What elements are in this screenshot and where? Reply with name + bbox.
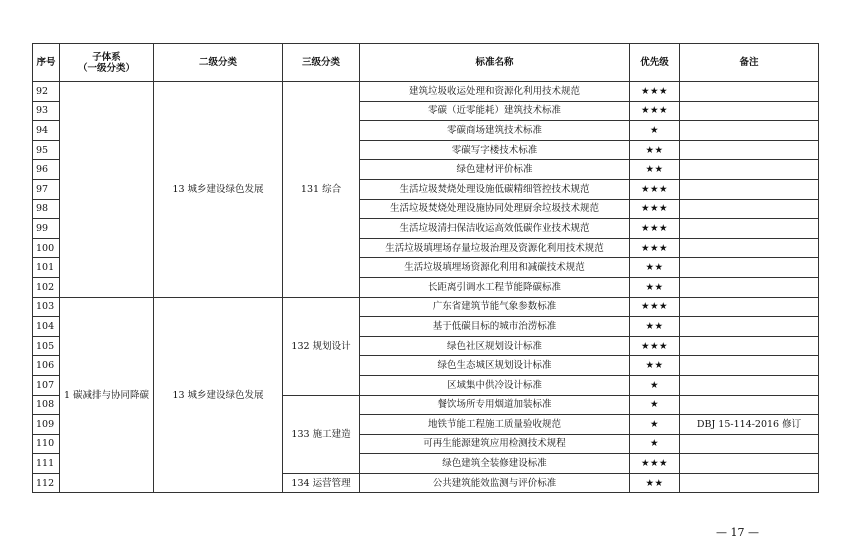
- level3-cell-a: 131 综合: [283, 82, 360, 298]
- standard-name: 区域集中供冷设计标准: [360, 375, 630, 395]
- row-number: 110: [33, 434, 60, 454]
- row-number: 104: [33, 317, 60, 337]
- priority-stars: ★★: [630, 277, 680, 297]
- remark: [680, 297, 819, 317]
- standard-name: 零碳商场建筑技术标准: [360, 121, 630, 141]
- remark: [680, 434, 819, 454]
- remark: [680, 473, 819, 493]
- remark: [680, 219, 819, 239]
- priority-stars: ★★★: [630, 219, 680, 239]
- standard-name: 生活垃圾清扫保洁收运高效低碳作业技术规范: [360, 219, 630, 239]
- remark: DBJ 15-114-2016 修订: [680, 415, 819, 435]
- standard-name: 生活垃圾填埋场存量垃圾治理及资源化利用技术规范: [360, 238, 630, 258]
- level3-cell-b3: 134 运营管理: [283, 473, 360, 493]
- page-number: — 17 —: [716, 526, 759, 539]
- priority-stars: ★★★: [630, 179, 680, 199]
- header-subsystem: [60, 44, 154, 82]
- header-priority: 优先级: [630, 44, 680, 82]
- standard-name: 生活垃圾焚烧处理设施协同处理厨余垃圾技术规范: [360, 199, 630, 219]
- standard-name: 绿色建筑全装修建设标准: [360, 454, 630, 474]
- standard-name: 餐饮场所专用烟道加装标准: [360, 395, 630, 415]
- priority-stars: ★★★: [630, 336, 680, 356]
- header-level3: 三级分类: [283, 44, 360, 82]
- level2-cell-b: 13 城乡建设绿色发展: [154, 297, 283, 493]
- priority-stars: ★★★: [630, 199, 680, 219]
- priority-stars: ★★: [630, 317, 680, 337]
- remark: [680, 238, 819, 258]
- row-number: 111: [33, 454, 60, 474]
- header-row: [33, 44, 819, 82]
- priority-stars: ★: [630, 121, 680, 141]
- header-subsystem-line1: 子体系: [92, 51, 121, 63]
- priority-stars: ★★: [630, 160, 680, 180]
- priority-stars: ★: [630, 395, 680, 415]
- standard-name: 可再生能源建筑应用检测技术规程: [360, 434, 630, 454]
- header-standard: 标准名称: [360, 44, 630, 82]
- table-row: [33, 82, 819, 102]
- row-number: 108: [33, 395, 60, 415]
- remark: [680, 336, 819, 356]
- standard-name: 零碳（近零能耗）建筑技术标准: [360, 101, 630, 121]
- priority-stars: ★★: [630, 258, 680, 278]
- level2-cell-a: 13 城乡建设绿色发展: [154, 82, 283, 298]
- remark: [680, 454, 819, 474]
- priority-stars: ★★★: [630, 238, 680, 258]
- standard-name: 绿色社区规划设计标准: [360, 336, 630, 356]
- remark: [680, 160, 819, 180]
- priority-stars: ★★: [630, 140, 680, 160]
- remark: [680, 82, 819, 102]
- row-number: 106: [33, 356, 60, 376]
- header-remark: 备注: [680, 44, 819, 82]
- row-number: 97: [33, 179, 60, 199]
- standard-name: 绿色建材评价标准: [360, 160, 630, 180]
- priority-stars: ★★★: [630, 297, 680, 317]
- remark: [680, 101, 819, 121]
- row-number: 102: [33, 277, 60, 297]
- standard-name: 广东省建筑节能气象参数标准: [360, 297, 630, 317]
- remark: [680, 395, 819, 415]
- remark: [680, 199, 819, 219]
- standard-name: 建筑垃圾收运处理和资源化利用技术规范: [360, 82, 630, 102]
- priority-stars: ★★★: [630, 82, 680, 102]
- row-number: 112: [33, 473, 60, 493]
- level3-cell-b1: 132 规划设计: [283, 297, 360, 395]
- remark: [680, 277, 819, 297]
- standard-name: 公共建筑能效监测与评价标准: [360, 473, 630, 493]
- remark: [680, 258, 819, 278]
- remark: [680, 317, 819, 337]
- row-number: 99: [33, 219, 60, 239]
- row-number: 98: [33, 199, 60, 219]
- standard-name: 零碳写字楼技术标准: [360, 140, 630, 160]
- priority-stars: ★★: [630, 356, 680, 376]
- level3-cell-b2: 133 施工建造: [283, 395, 360, 473]
- standard-name: 基于低碳目标的城市治涝标准: [360, 317, 630, 337]
- row-number: 109: [33, 415, 60, 435]
- row-number: 105: [33, 336, 60, 356]
- subsystem-cell-a: [60, 82, 154, 298]
- standard-name: 地铁节能工程施工质量验收规范: [360, 415, 630, 435]
- header-level2: 二级分类: [154, 44, 283, 82]
- remark: [680, 356, 819, 376]
- row-number: 96: [33, 160, 60, 180]
- row-number: 100: [33, 238, 60, 258]
- row-number: 93: [33, 101, 60, 121]
- priority-stars: ★★: [630, 473, 680, 493]
- standard-name: 生活垃圾填埋场资源化利用和减碳技术规范: [360, 258, 630, 278]
- table-row: [33, 297, 819, 317]
- priority-stars: ★: [630, 375, 680, 395]
- remark: [680, 140, 819, 160]
- standard-name: 绿色生态城区规划设计标准: [360, 356, 630, 376]
- row-number: 92: [33, 82, 60, 102]
- header-subsystem-line2: （一级分类）: [77, 62, 135, 74]
- priority-stars: ★: [630, 415, 680, 435]
- row-number: 101: [33, 258, 60, 278]
- remark: [680, 375, 819, 395]
- priority-stars: ★★★: [630, 101, 680, 121]
- row-number: 95: [33, 140, 60, 160]
- priority-stars: ★★★: [630, 454, 680, 474]
- remark: [680, 179, 819, 199]
- row-number: 94: [33, 121, 60, 141]
- remark: [680, 121, 819, 141]
- row-number: 107: [33, 375, 60, 395]
- standards-table: [32, 43, 819, 493]
- row-number: 103: [33, 297, 60, 317]
- header-seq: 序号: [33, 44, 60, 82]
- standard-name: 生活垃圾焚烧处理设施低碳精细管控技术规范: [360, 179, 630, 199]
- priority-stars: ★: [630, 434, 680, 454]
- subsystem-cell-b: 1 碳减排与协同降碳: [60, 297, 154, 493]
- standard-name: 长距离引调水工程节能降碳标准: [360, 277, 630, 297]
